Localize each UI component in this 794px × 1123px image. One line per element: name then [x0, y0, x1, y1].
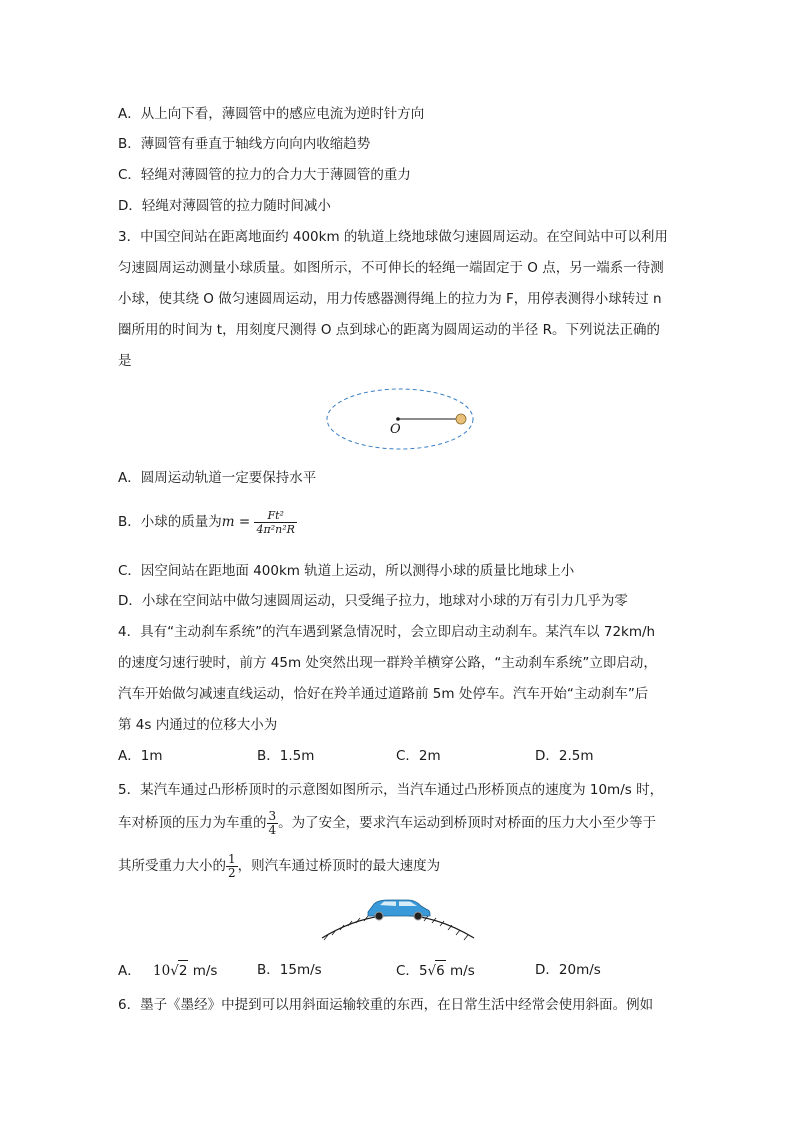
radicand: 2	[178, 960, 189, 981]
q3-stem-line: 圈所用的时间为 t，用刻度尺测得 O 点到球心的距离为圆周运动的半径 R。下列说法正确的	[118, 322, 660, 338]
formula-numerator: Ft²	[267, 508, 284, 522]
q3-option-a: A．圆周运动轨道一定要保持水平	[118, 470, 317, 486]
radical-coefficient: 5	[418, 963, 428, 979]
q5-stem-line	[118, 805, 656, 841]
q3-stem-line: 小球，使其绕 O 做匀速圆周运动，用力传感器测得绳上的拉力为 F，用停表测得小球转过 n	[118, 291, 662, 307]
sqrt-icon: √	[427, 963, 437, 979]
q2-option-c: C．轻绳对薄圆管的拉力的合力大于薄圆管的重力	[118, 167, 411, 183]
q3-option-b-label: B．小球的质量为	[118, 514, 222, 530]
q5-option-b: B．15m/s	[257, 962, 322, 978]
q2-option-d: D．轻绳对薄圆管的拉力随时间减小	[118, 198, 331, 214]
q5-text: 其所受重力大小的	[118, 858, 226, 874]
car-icon	[368, 900, 430, 920]
q5-stem-line: 5．某汽车通过凸形桥顶时的示意图如图所示，当汽车通过凸形桥顶点的速度为 10m/s 时，	[118, 782, 664, 798]
mass-formula-fraction	[254, 509, 296, 536]
q3-stem-line: 3．中国空间站在距离地面约 400km 的轨道上绕地球做匀速圆周运动。在空间站中可以利用	[118, 229, 668, 245]
q2-option-a: A．从上向下看，薄圆管中的感应电流为逆时针方向	[118, 106, 425, 122]
q3-option-c: C．因空间站在距地面 400km 轨道上运动，所以测得小球的质量比地球上小	[118, 563, 575, 579]
radicand: 6	[435, 960, 446, 981]
unit: m/s	[450, 963, 475, 979]
bridge-hatching	[324, 916, 468, 940]
fraction-numerator: 1	[228, 851, 236, 866]
sqrt-icon: √	[170, 963, 179, 979]
q3-option-b	[118, 504, 297, 540]
q5-text: 。为了安全，要求汽车运动到桥顶时对桥面的压力大小至少等于	[278, 815, 657, 831]
radical-coefficient: 10	[153, 963, 171, 979]
unit: m/s	[192, 963, 218, 979]
q5-stem-line	[118, 848, 440, 884]
fraction-one-half	[226, 853, 238, 880]
q4-option-a: A．1m	[118, 748, 163, 764]
option-label: C．	[396, 963, 419, 979]
fraction-three-quarters	[267, 810, 279, 837]
ball-icon	[456, 414, 466, 424]
q3-option-d: D．小球在空间站中做匀速圆周运动，只受绳子拉力，地球对小球的万有引力几乎为零	[118, 593, 628, 609]
figure-label-o: O	[390, 422, 401, 437]
q6-stem-line: 6．墨子《墨经》中提到可以用斜面运输较重的东西，在日常生活中经常会使用斜面。例如	[118, 997, 654, 1013]
q5-option-a	[118, 960, 217, 981]
q3-stem-line: 是	[118, 353, 132, 369]
q5-text: ，则汽车通过桥顶时的最大速度为	[237, 858, 441, 874]
q4-stem-line: 汽车开始做匀减速直线运动，恰好在羚羊通过道路前 5m 处停车。汽车开始“主动刹车”后	[118, 686, 649, 702]
q5-option-d: D．20m/s	[535, 962, 601, 978]
q4-option-b: B．1.5m	[257, 748, 315, 764]
bridge-car-figure	[318, 890, 478, 942]
formula-denominator: 4π²n²R	[256, 522, 295, 536]
q4-stem-line: 的速度匀速行驶时，前方 45m 处突然出现一群羚羊横穿公路，“主动刹车系统”立即启动，	[118, 655, 657, 671]
q5-text: 车对桥顶的压力为车重的	[118, 815, 267, 831]
q4-option-c: C．2m	[396, 748, 441, 764]
fraction-denominator: 4	[268, 822, 277, 837]
q5-option-c	[396, 960, 475, 981]
fraction-denominator: 2	[228, 865, 236, 880]
q3-stem-line: 匀速圆周运动测量小球质量。如图所示，不可伸长的轻绳一端固定于 O 点，另一端系一待测	[118, 260, 664, 276]
q4-option-d: D．2.5m	[535, 748, 594, 764]
q4-stem-line: 4．具有“主动刹车系统”的汽车遇到紧急情况时，会立即启动主动刹车。某汽车以 72km/h	[118, 624, 656, 640]
q4-stem-line: 第 4s 内通过的位移大小为	[118, 717, 278, 733]
formula-lhs: m =	[221, 514, 251, 530]
option-label: A．	[118, 963, 141, 979]
q2-option-b: B．薄圆管有垂直于轴线方向向内收缩趋势	[118, 136, 371, 152]
fraction-numerator: 3	[268, 808, 277, 823]
